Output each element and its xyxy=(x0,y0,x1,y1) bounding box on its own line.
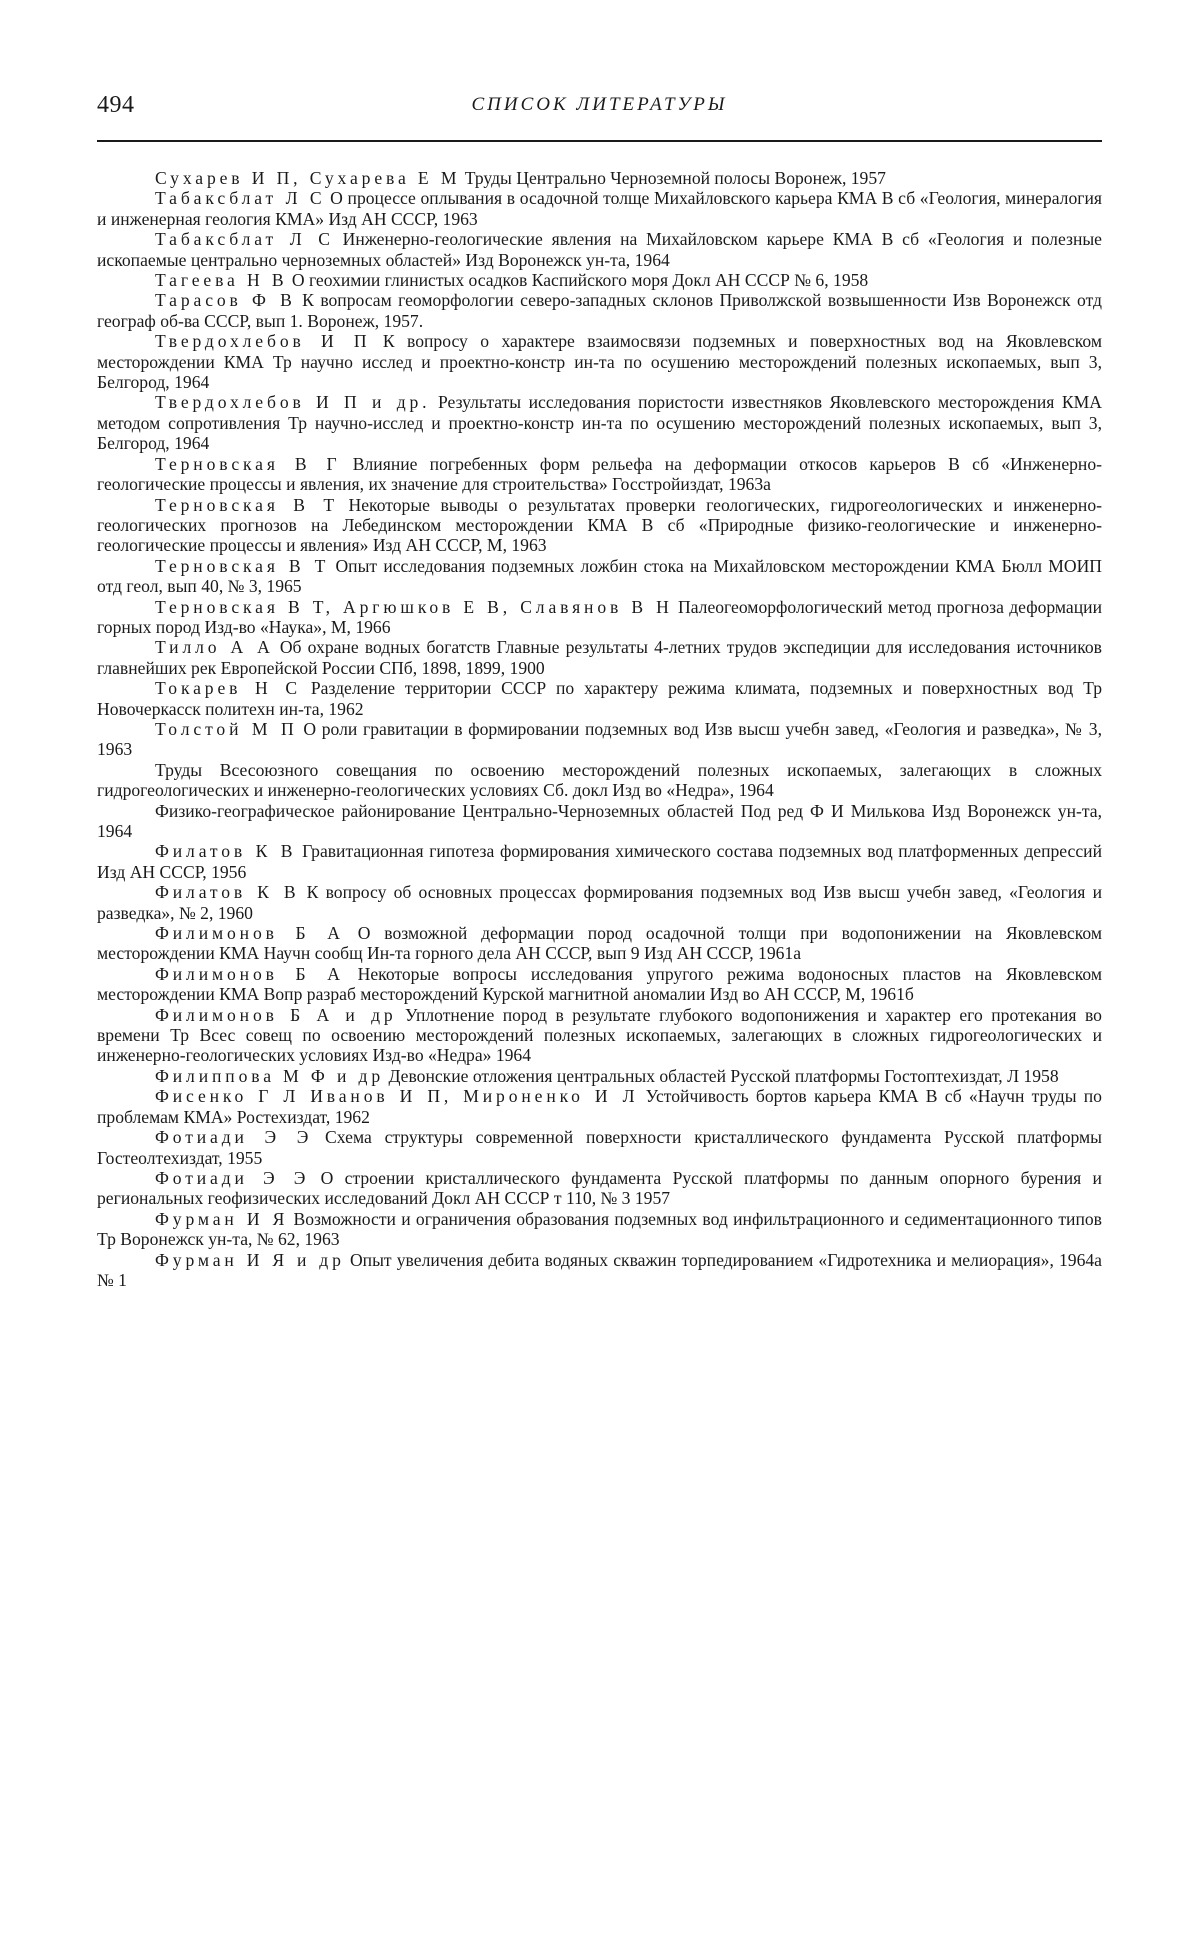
bibliography-entry xyxy=(97,331,1102,392)
bibliography-entry xyxy=(97,1209,1102,1250)
bibliography-entry xyxy=(97,637,1102,678)
running-title: СПИСОК ЛИТЕРАТУРЫ xyxy=(471,94,728,115)
entry-author: Твердохлебов И П и др. xyxy=(155,392,431,413)
entry-author: Тагеева Н В xyxy=(155,270,288,291)
entry-author: Филимонов Б А и др xyxy=(155,1004,397,1025)
entry-text: К вопросам геоморфологии северо-западных склонов Приволжской возвышенности Изв Воронежск отд географ об-ва СССР, вып 1. Воронеж, 1957. xyxy=(97,290,1102,331)
bibliography-entry xyxy=(97,290,1102,331)
entry-author: Твердохлебов И П xyxy=(155,331,371,352)
entry-author: Табаксблат Л С xyxy=(155,229,334,250)
entry-text: Об охране водных богатств Главные результаты 4-летних трудов экспедиции для исследования источников главнейших рек Европейской России СПб, 1898, 1899, 1900 xyxy=(97,637,1102,678)
entry-author: Тарасов Ф В xyxy=(155,290,296,311)
entry-author: Терновская В Т xyxy=(155,494,338,515)
entry-text: Схема структуры современной поверхности кристаллического фундамента Русской платформы Гостеолтехиздат, 1955 xyxy=(97,1127,1102,1168)
entry-text: Разделение территории СССР по характеру режима климата, подземных и поверхностных вод Тр Новочеркасск политехн ин-та, 1962 xyxy=(97,678,1102,719)
entry-text: Уплотнение пород в результате глубокого водопонижения и характер его протекания во времени Тр Всес совещ по освоению месторождений полезных ископаемых, залегающих в сложных гидрогеологических и инженерно-геологических условиях Изд-во «Недра» 1964 xyxy=(97,1004,1102,1066)
entry-author: Фурман И Я xyxy=(155,1208,289,1229)
entry-author: Толстой М П xyxy=(155,718,298,739)
bibliography-entry xyxy=(97,1066,1102,1086)
entry-text: О роли гравитации в формировании подземных вод Изв высш учебн завед, «Геология и разведка», № 3, 1963 xyxy=(97,718,1102,760)
entry-text: Опыт увеличения дебита водяных скважин торпедированием «Гидротехника и мелиорация», 1964а № 1 xyxy=(97,1249,1102,1290)
entry-text: Влияние погребенных форм рельефа на деформации откосов карьеров В сб «Инженерно-геологические процессы и явления, их значение для строительства» Госстройиздат, 1963а xyxy=(97,453,1102,495)
entry-author: Терновская В Г xyxy=(155,453,341,474)
entry-text: О процессе оплывания в осадочной толще Михайловского карьера КМА В сб «Геология, минералогия и инженерная геология КМА» Изд АН СССР, 1963 xyxy=(97,188,1102,229)
entry-text: Некоторые вопросы исследования упругого режима водоносных пластов на Яковлевском месторождении КМА Вопр разраб месторождений Курской магнитной аномалии Изд во АН СССР, М, 1961б xyxy=(97,963,1102,1005)
bibliography-entry xyxy=(97,1086,1102,1127)
bibliography-entry xyxy=(97,1250,1102,1291)
bibliography-entry xyxy=(97,1005,1102,1066)
entry-text: Опыт исследования подземных ложбин стока на Михайловском месторождении КМА Бюлл МОИП отд геол, вып 40, № 3, 1965 xyxy=(97,555,1102,597)
page-header xyxy=(97,92,1102,132)
bibliography-entry xyxy=(97,495,1102,556)
entry-author: Сухарев И П, Сухарева Е М xyxy=(155,168,461,188)
entry-text: О геохимии глинистых осадков Каспийского моря Докл АН СССР № 6, 1958 xyxy=(291,270,869,291)
entry-text: К вопросу о характере взаимосвязи подземных и поверхностных вод на Яковлевском месторождении КМА Тр научно исслед и проектно-констр ин-та по осушению месторождений полезных ископаемых, вып 3, Белгород, 1964 xyxy=(97,331,1103,393)
bibliography-entry xyxy=(97,923,1102,964)
bibliography-entry xyxy=(97,719,1102,760)
bibliography-entry xyxy=(97,556,1102,597)
entry-author: Табаксблат Л С xyxy=(155,188,326,209)
entry-author: Фисенко Г Л Иванов И П, Мироненко И Л xyxy=(155,1086,639,1107)
bibliography-entry xyxy=(97,801,1102,842)
entry-text: Возможности и ограничения образования подземных вод инфильтрационного и седиментационного типов Тр Воронежск ун-та, № 62, 1963 xyxy=(97,1208,1102,1250)
bibliography-entry xyxy=(97,229,1102,270)
bibliography-entry xyxy=(97,392,1102,453)
entry-author: Токарев Н С xyxy=(155,678,301,699)
bibliography-list xyxy=(97,168,1102,1290)
entry-text: Некоторые выводы о результатах проверки геологических, гидрогеологических и инженерно-геологических прогнозов на Лебединском месторождении КМА В сб «Природные физико-геологические и инженерно-геологические процессы и явления» Изд АН СССР, М, 1963 xyxy=(97,494,1103,556)
header-rule xyxy=(97,140,1102,142)
entry-text: Результаты исследования пористости известняков Яковлевского месторождения КМА методом сопротивления Тр научно-исслед и проектно-констр ин-та по осушению месторождений полезных ископаемых, вып 3, Белгород, 1964 xyxy=(97,392,1103,454)
bibliography-entry xyxy=(97,1168,1102,1209)
entry-text: Палеогеоморфологический метод прогноза деформации горных пород Изд-во «Наука», М, 1966 xyxy=(97,596,1102,637)
entry-author: Фурман И Я и др xyxy=(155,1249,345,1270)
entry-text: Труды Центрально Черноземной полосы Воронеж, 1957 xyxy=(464,168,886,188)
bibliography-entry xyxy=(97,188,1102,229)
entry-text: Физико-географическое районирование Центрально-Черноземных областей Под ред Ф И Милькова Изд Воронежск ун-та, 1964 xyxy=(97,800,1102,841)
bibliography-entry xyxy=(97,454,1102,495)
entry-author: Терновская В Т xyxy=(155,555,330,576)
entry-author: Фотиади Э Э xyxy=(155,1167,310,1188)
entry-author: Тилло А А xyxy=(155,637,274,658)
bibliography-entry xyxy=(97,270,1102,290)
page-number: 494 xyxy=(97,92,135,118)
bibliography-entry xyxy=(97,678,1102,719)
entry-text: Гравитационная гипотеза формирования химического состава подземных вод платформенных депрессий Изд АН СССР, 1956 xyxy=(97,841,1102,882)
bibliography-entry xyxy=(97,760,1102,801)
entry-text: О строении кристаллического фундамента Русской платформы по данным опорного бурения и региональных геофизических исследований Докл АН СССР т 110, № 3 1957 xyxy=(97,1167,1102,1209)
entry-text: К вопросу об основных процессах формирования подземных вод Изв высш учебн завед, «Геология и разведка», № 2, 1960 xyxy=(97,882,1102,923)
bibliography-entry xyxy=(97,597,1102,638)
entry-text: Устойчивость бортов карьера КМА В сб «Научн труды по проблемам КМА» Ростехиздат, 1962 xyxy=(97,1086,1102,1127)
entry-text: Инженерно-геологические явления на Михайловском карьере КМА В сб «Геология и полезные ископаемые центрально черноземных областей» Изд Воронежск ун-та, 1964 xyxy=(97,229,1102,270)
bibliography-entry xyxy=(97,882,1102,923)
entry-author: Филатов К В xyxy=(155,841,297,862)
bibliography-entry xyxy=(97,168,1102,188)
bibliography-entry xyxy=(97,964,1102,1005)
entry-text: Труды Всесоюзного совещания по освоению месторождений полезных ископаемых, залегающих в сложных гидрогеологических и инженерно-геологических условиях Сб. докл Изд во «Недра», 1964 xyxy=(97,759,1102,801)
entry-author: Филиппова М Ф и др xyxy=(155,1065,385,1086)
entry-text: О возможной деформации пород осадочной толщи при водопонижении на Яковлевском месторождении КМА Научн сообщ Ин-та горного дела АН СССР, вып 9 Изд АН СССР, 1961а xyxy=(97,923,1102,964)
entry-author: Филимонов Б А xyxy=(155,963,344,984)
bibliography-entry xyxy=(97,841,1102,882)
entry-text: Девонские отложения центральных областей Русской платформы Гостоптехиздат, Л 1958 xyxy=(388,1065,1059,1086)
entry-author: Фотиади Э Э xyxy=(155,1127,313,1148)
bibliography-entry xyxy=(97,1127,1102,1168)
entry-author: Филимонов Б А xyxy=(155,923,344,944)
entry-author: Филатов К В xyxy=(155,882,300,903)
entry-author: Терновская В Т, Аргюшков Е В, Славянов В Н xyxy=(155,596,673,617)
